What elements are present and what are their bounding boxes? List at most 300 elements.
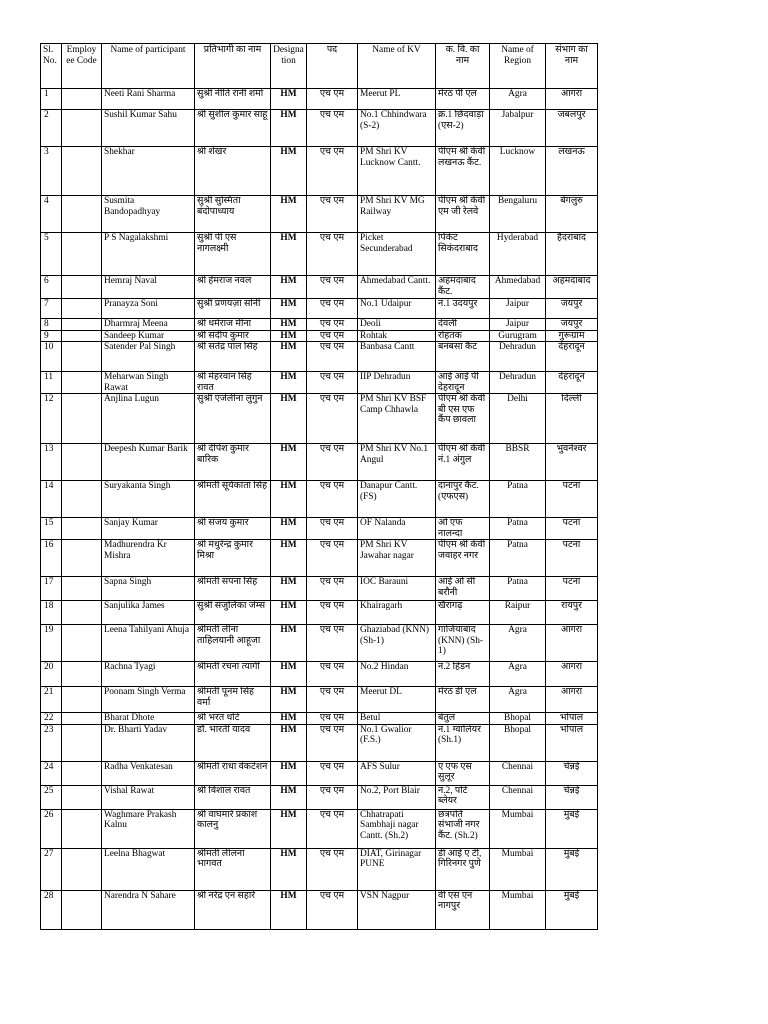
cell-designation-hindi: एच एम [307,89,358,110]
cell-sl-no: 23 [41,724,62,761]
cell-region-hindi: देहरादून [546,372,598,394]
table-row [41,848,598,890]
cell-participant-name-hindi: श्री वाघमारे प्रकाश कालनु [195,809,271,848]
cell-participant-name: Madhurendra Kr Mishra [102,540,195,577]
cell-kv-name: VSN Nagpur [358,890,436,929]
cell-participant-name-hindi: श्रीमती रचना त्यागी [195,662,271,687]
cell-region-hindi: चेन्नई [546,761,598,785]
cell-participant-name-hindi: श्रीमती पूनम सिंह वर्मा [195,687,271,713]
cell-sl-no: 11 [41,372,62,394]
cell-sl-no: 24 [41,761,62,785]
table-row [41,761,598,785]
table-row [41,342,598,372]
header-employee-code: Employ ee Code [62,44,102,89]
cell-region: Bhopal [490,724,546,761]
cell-designation: HM [271,319,307,331]
cell-region: Agra [490,625,546,662]
cell-region-hindi: बेंगलुरु [546,196,598,233]
cell-region: Agra [490,662,546,687]
cell-designation-hindi: एच एम [307,444,358,481]
header-designation-hindi: पद [307,44,358,89]
cell-kv-name-hindi: बेतुल [436,713,490,725]
cell-region: Lucknow [490,147,546,196]
cell-participant-name: Dharmraj Meena [102,319,195,331]
table-row [41,540,598,577]
cell-designation-hindi: एच एम [307,299,358,319]
table-row [41,147,598,196]
cell-employee-code [62,196,102,233]
cell-designation-hindi: एच एम [307,540,358,577]
cell-kv-name: Chhatrapati Sambhaji nagar Cantt. (Sh.2) [358,809,436,848]
cell-kv-name: DIAT, Girinagar PUNE [358,848,436,890]
cell-designation-hindi: एच एम [307,330,358,342]
cell-kv-name: Picket Secunderabad [358,233,436,276]
cell-region: Jaipur [490,299,546,319]
cell-designation: HM [271,233,307,276]
cell-region-hindi: भोपाल [546,713,598,725]
cell-kv-name: No.2, Port Blair [358,785,436,809]
cell-employee-code [62,785,102,809]
header-designation: Designa tion [271,44,307,89]
cell-kv-name: Ghaziabad (KNN) (Sh-1) [358,625,436,662]
cell-participant-name: Vishal Rawat [102,785,195,809]
cell-kv-name: Rohtak [358,330,436,342]
cell-kv-name-hindi: पीएम श्री केवी एम जी रेलवे [436,196,490,233]
cell-designation: HM [271,110,307,147]
cell-region: Agra [490,687,546,713]
cell-employee-code [62,330,102,342]
cell-designation-hindi: एच एम [307,724,358,761]
cell-participant-name: Shekhar [102,147,195,196]
cell-kv-name: Deoli [358,319,436,331]
cell-employee-code [62,276,102,299]
table-row [41,809,598,848]
cell-kv-name: Khairagarh [358,601,436,625]
cell-designation-hindi: एच एम [307,761,358,785]
cell-participant-name: Leena Tahilyani Ahuja [102,625,195,662]
cell-participant-name-hindi: श्री दीपेश कुमार बारिक [195,444,271,481]
cell-kv-name-hindi: वी एस एन नागपुर [436,890,490,929]
cell-participant-name-hindi: सुश्री पी एस नागलक्ष्मी [195,233,271,276]
cell-kv-name-hindi: पीएम श्री केवी नं.1 अंगुल [436,444,490,481]
cell-sl-no: 19 [41,625,62,662]
cell-employee-code [62,848,102,890]
cell-designation: HM [271,724,307,761]
cell-kv-name-hindi: पीएम श्री केवी बी एस एफ कैंप छावला [436,394,490,444]
cell-participant-name: Rachna Tyagi [102,662,195,687]
cell-region-hindi: जबलपुर [546,110,598,147]
cell-designation: HM [271,540,307,577]
cell-kv-name-hindi: क्र.1 छिंदवाड़ा (एस-2) [436,110,490,147]
cell-participant-name: Bharat Dhote [102,713,195,725]
cell-employee-code [62,809,102,848]
cell-kv-name-hindi: नं.1 उदयपुर [436,299,490,319]
cell-participant-name-hindi: सुश्री सुस्मिता बंदोपाध्याय [195,196,271,233]
cell-employee-code [62,518,102,540]
cell-kv-name: OF Nalanda [358,518,436,540]
cell-designation: HM [271,785,307,809]
table-row [41,687,598,713]
cell-region-hindi: मुंबई [546,809,598,848]
cell-designation: HM [271,662,307,687]
cell-designation: HM [271,196,307,233]
cell-sl-no: 4 [41,196,62,233]
cell-participant-name-hindi: श्रीमती सपना सिंह [195,577,271,601]
cell-employee-code [62,110,102,147]
cell-kv-name: No.1 Chhindwara (S-2) [358,110,436,147]
cell-employee-code [62,147,102,196]
cell-sl-no: 25 [41,785,62,809]
table-row [41,444,598,481]
cell-designation: HM [271,809,307,848]
cell-participant-name-hindi: श्री भरत धोटे [195,713,271,725]
cell-kv-name-hindi: गाजियाबाद (KNN) (Sh-1) [436,625,490,662]
cell-employee-code [62,394,102,444]
table-body [41,89,598,930]
table-row [41,577,598,601]
cell-designation: HM [271,713,307,725]
cell-kv-name-hindi: देवली [436,319,490,331]
table-row [41,625,598,662]
cell-region-hindi: आगरा [546,687,598,713]
cell-participant-name: Susmita Bandopadhyay [102,196,195,233]
cell-kv-name: Banbasa Cantt [358,342,436,372]
cell-kv-name: IIP Dehradun [358,372,436,394]
cell-participant-name-hindi: श्री हेमराज नवल [195,276,271,299]
cell-participant-name: Narendra N Sahare [102,890,195,929]
cell-employee-code [62,233,102,276]
table-row [41,785,598,809]
cell-designation: HM [271,601,307,625]
cell-region-hindi: पटना [546,577,598,601]
cell-kv-name-hindi: पीएम श्री केवी जवाहर नगर [436,540,490,577]
cell-sl-no: 22 [41,713,62,725]
header-name: Name of participant [102,44,195,89]
cell-sl-no: 2 [41,110,62,147]
cell-region-hindi: रायपुर [546,601,598,625]
table-row [41,890,598,929]
cell-region: Patna [490,518,546,540]
cell-region-hindi: मुंबई [546,848,598,890]
cell-participant-name-hindi: श्री मधुरेन्द्र कुमार मिश्रा [195,540,271,577]
cell-designation: HM [271,342,307,372]
cell-region: Delhi [490,394,546,444]
cell-kv-name: No.2 Hindan [358,662,436,687]
cell-region-hindi: पटना [546,481,598,518]
cell-sl-no: 12 [41,394,62,444]
cell-designation: HM [271,299,307,319]
cell-kv-name: Meerut PL [358,89,436,110]
cell-participant-name-hindi: श्रीमती लीलना भागवत [195,848,271,890]
cell-employee-code [62,662,102,687]
cell-kv-name-hindi: खैरागढ़ [436,601,490,625]
cell-designation-hindi: एच एम [307,342,358,372]
table-row [41,276,598,299]
cell-participant-name-hindi: श्री मेहरवान सिंह रावत [195,372,271,394]
cell-region-hindi: गुरूग्राम [546,330,598,342]
cell-kv-name-hindi: मेरठ डी एल [436,687,490,713]
header-kv-name: Name of KV [358,44,436,89]
cell-employee-code [62,625,102,662]
table-row [41,330,598,342]
cell-region: BBSR [490,444,546,481]
cell-employee-code [62,540,102,577]
cell-sl-no: 17 [41,577,62,601]
cell-participant-name-hindi: सुश्री एंजेलीना लुगुन [195,394,271,444]
cell-participant-name: Anjlina Lugun [102,394,195,444]
cell-kv-name: Danapur Cantt. (FS) [358,481,436,518]
cell-participant-name: Deepesh Kumar Barik [102,444,195,481]
cell-participant-name: Radha Venkatesan [102,761,195,785]
cell-kv-name: PM Shri KV BSF Camp Chhawla [358,394,436,444]
table-row [41,601,598,625]
table-row [41,713,598,725]
cell-region: Mumbai [490,848,546,890]
cell-region-hindi: भुवनेश्वर [546,444,598,481]
header-row [41,44,598,89]
cell-sl-no: 14 [41,481,62,518]
cell-region-hindi: चेन्नई [546,785,598,809]
cell-employee-code [62,713,102,725]
cell-region-hindi: देहरादून [546,342,598,372]
cell-participant-name-hindi: श्रीमती सूर्यकांता सिंह [195,481,271,518]
cell-designation-hindi: एच एम [307,319,358,331]
cell-kv-name-hindi: नं.1 ग्वालियर (Sh.1) [436,724,490,761]
cell-region: Patna [490,481,546,518]
cell-participant-name-hindi: सुश्री प्रणयज़ा सोनी [195,299,271,319]
cell-designation-hindi: एच एम [307,394,358,444]
cell-kv-name-hindi: पीएम श्री केवी लखनऊ कैंट. [436,147,490,196]
cell-designation-hindi: एच एम [307,110,358,147]
cell-participant-name: Waghmare Prakash Kalnu [102,809,195,848]
cell-kv-name: PM Shri KV MG Railway [358,196,436,233]
cell-kv-name: PM Shri KV No.1 Angul [358,444,436,481]
cell-participant-name: Sandeep Kumar [102,330,195,342]
cell-designation: HM [271,444,307,481]
cell-kv-name-hindi: ओ एफ नालन्दा [436,518,490,540]
cell-designation-hindi: एच एम [307,601,358,625]
cell-participant-name-hindi: श्री संजय कुमार [195,518,271,540]
cell-employee-code [62,601,102,625]
cell-kv-name: No.1 Udaipur [358,299,436,319]
cell-sl-no: 3 [41,147,62,196]
cell-participant-name: Neeti Rani Sharma [102,89,195,110]
cell-designation: HM [271,89,307,110]
table-row [41,110,598,147]
cell-kv-name-hindi: आई ओ सी बरौनी [436,577,490,601]
cell-kv-name: IOC Barauni [358,577,436,601]
cell-region: Jaipur [490,319,546,331]
table-row [41,372,598,394]
cell-region: Raipur [490,601,546,625]
cell-participant-name: Pranayza Soni [102,299,195,319]
cell-region: Chennai [490,761,546,785]
table-row [41,518,598,540]
cell-participant-name: Meharwan Singh Rawat [102,372,195,394]
cell-kv-name: Ahmedabad Cantt. [358,276,436,299]
cell-employee-code [62,577,102,601]
cell-region: Mumbai [490,809,546,848]
cell-sl-no: 5 [41,233,62,276]
cell-designation-hindi: एच एम [307,662,358,687]
cell-kv-name-hindi: छत्रपति संभाजी नगर कैंट. (Sh.2) [436,809,490,848]
cell-designation-hindi: एच एम [307,196,358,233]
cell-designation-hindi: एच एम [307,625,358,662]
table-row [41,394,598,444]
cell-region-hindi: अहमदाबाद [546,276,598,299]
cell-participant-name: Leelna Bhagwat [102,848,195,890]
cell-kv-name-hindi: नं.2, पोर्ट ब्लेयर [436,785,490,809]
header-region-hindi: संभाग का नाम [546,44,598,89]
cell-designation: HM [271,147,307,196]
cell-designation-hindi: एच एम [307,713,358,725]
cell-designation-hindi: एच एम [307,233,358,276]
table-row [41,233,598,276]
cell-participant-name-hindi: श्री विशाल रावत [195,785,271,809]
cell-region: Dehradun [490,342,546,372]
cell-kv-name: Betul [358,713,436,725]
cell-participant-name: Sushil Kumar Sahu [102,110,195,147]
cell-designation: HM [271,761,307,785]
cell-region-hindi: आगरा [546,89,598,110]
cell-region: Mumbai [490,890,546,929]
cell-sl-no: 10 [41,342,62,372]
cell-region-hindi: दिल्ली [546,394,598,444]
cell-employee-code [62,481,102,518]
cell-participant-name: Poonam Singh Verma [102,687,195,713]
cell-employee-code [62,299,102,319]
cell-region-hindi: जयपुर [546,319,598,331]
cell-designation-hindi: एच एम [307,848,358,890]
cell-region: Jabalpur [490,110,546,147]
cell-participant-name: Dr. Bharti Yadav [102,724,195,761]
cell-designation-hindi: एच एम [307,785,358,809]
cell-participant-name: Hemraj Naval [102,276,195,299]
table-row [41,196,598,233]
cell-designation: HM [271,848,307,890]
cell-sl-no: 9 [41,330,62,342]
cell-participant-name-hindi: डॉ. भारती यादव [195,724,271,761]
cell-designation-hindi: एच एम [307,577,358,601]
cell-employee-code [62,444,102,481]
cell-employee-code [62,342,102,372]
cell-employee-code [62,372,102,394]
cell-designation: HM [271,625,307,662]
cell-region: Gurugram [490,330,546,342]
table-row [41,89,598,110]
cell-participant-name-hindi: श्री नरेंद्र एन सहारे [195,890,271,929]
cell-participant-name-hindi: श्रीमती लीना ताहिलयानी आहूजा [195,625,271,662]
cell-participant-name-hindi: श्री संदीप कुमार [195,330,271,342]
cell-region: Agra [490,89,546,110]
cell-region: Bhopal [490,713,546,725]
cell-kv-name-hindi: नं.2 हिंडन [436,662,490,687]
cell-employee-code [62,687,102,713]
cell-kv-name-hindi: पिकेट सिकंदराबाद [436,233,490,276]
cell-designation-hindi: एच एम [307,147,358,196]
table-row [41,319,598,331]
cell-designation-hindi: एच एम [307,890,358,929]
cell-designation-hindi: एच एम [307,276,358,299]
cell-sl-no: 21 [41,687,62,713]
cell-sl-no: 15 [41,518,62,540]
cell-designation: HM [271,330,307,342]
cell-region-hindi: पटना [546,540,598,577]
cell-participant-name-hindi: श्रीमती राधा वेंकटेशन [195,761,271,785]
cell-kv-name: PM Shri KV Lucknow Cantt. [358,147,436,196]
cell-kv-name-hindi: अहमदाबाद कैंट. [436,276,490,299]
cell-employee-code [62,761,102,785]
cell-participant-name-hindi: श्री सतेंद्र पाल सिंह [195,342,271,372]
cell-participant-name-hindi: सुश्री संजुलिका जेम्स [195,601,271,625]
cell-participant-name-hindi: श्री सुशील कुमार साहू [195,110,271,147]
cell-participant-name-hindi: सुश्री नीति रानी शर्मा [195,89,271,110]
cell-region-hindi: मुंबई [546,890,598,929]
cell-sl-no: 13 [41,444,62,481]
cell-kv-name-hindi: मेरठ पी एल [436,89,490,110]
cell-employee-code [62,724,102,761]
cell-region-hindi: पटना [546,518,598,540]
cell-employee-code [62,890,102,929]
cell-region-hindi: आगरा [546,625,598,662]
header-kv-name-hindi: क. वि. का नाम [436,44,490,89]
cell-designation: HM [271,518,307,540]
cell-region: Patna [490,540,546,577]
table-row [41,481,598,518]
table-row [41,724,598,761]
cell-region-hindi: आगरा [546,662,598,687]
cell-designation: HM [271,481,307,518]
cell-designation-hindi: एच एम [307,687,358,713]
cell-sl-no: 26 [41,809,62,848]
cell-sl-no: 28 [41,890,62,929]
cell-sl-no: 18 [41,601,62,625]
cell-designation: HM [271,687,307,713]
cell-designation: HM [271,276,307,299]
cell-region: Dehradun [490,372,546,394]
cell-region-hindi: हैदराबाद [546,233,598,276]
cell-sl-no: 6 [41,276,62,299]
table-row [41,662,598,687]
cell-designation: HM [271,372,307,394]
cell-participant-name: Sanjay Kumar [102,518,195,540]
cell-designation: HM [271,577,307,601]
cell-region-hindi: लखनऊ [546,147,598,196]
cell-designation-hindi: एच एम [307,809,358,848]
cell-participant-name: Suryakanta Singh [102,481,195,518]
cell-kv-name: No.1 Gwalior (F.S.) [358,724,436,761]
cell-participant-name-hindi: श्री शेखर [195,147,271,196]
cell-participant-name-hindi: श्री धर्मराज मीना [195,319,271,331]
cell-kv-name: AFS Sulur [358,761,436,785]
header-region: Name of Region [490,44,546,89]
cell-designation-hindi: एच एम [307,518,358,540]
cell-employee-code [62,89,102,110]
cell-designation: HM [271,394,307,444]
cell-sl-no: 8 [41,319,62,331]
header-name-hindi: प्रतिभागी का नाम [195,44,271,89]
cell-kv-name-hindi: रोहतक [436,330,490,342]
cell-designation-hindi: एच एम [307,481,358,518]
cell-kv-name-hindi: ए एफ एस सुलूर [436,761,490,785]
cell-participant-name: P S Nagalakshmi [102,233,195,276]
cell-region: Hyderabad [490,233,546,276]
cell-sl-no: 27 [41,848,62,890]
cell-region-hindi: जयपुर [546,299,598,319]
cell-designation-hindi: एच एम [307,372,358,394]
cell-region: Patna [490,577,546,601]
table-row [41,299,598,319]
